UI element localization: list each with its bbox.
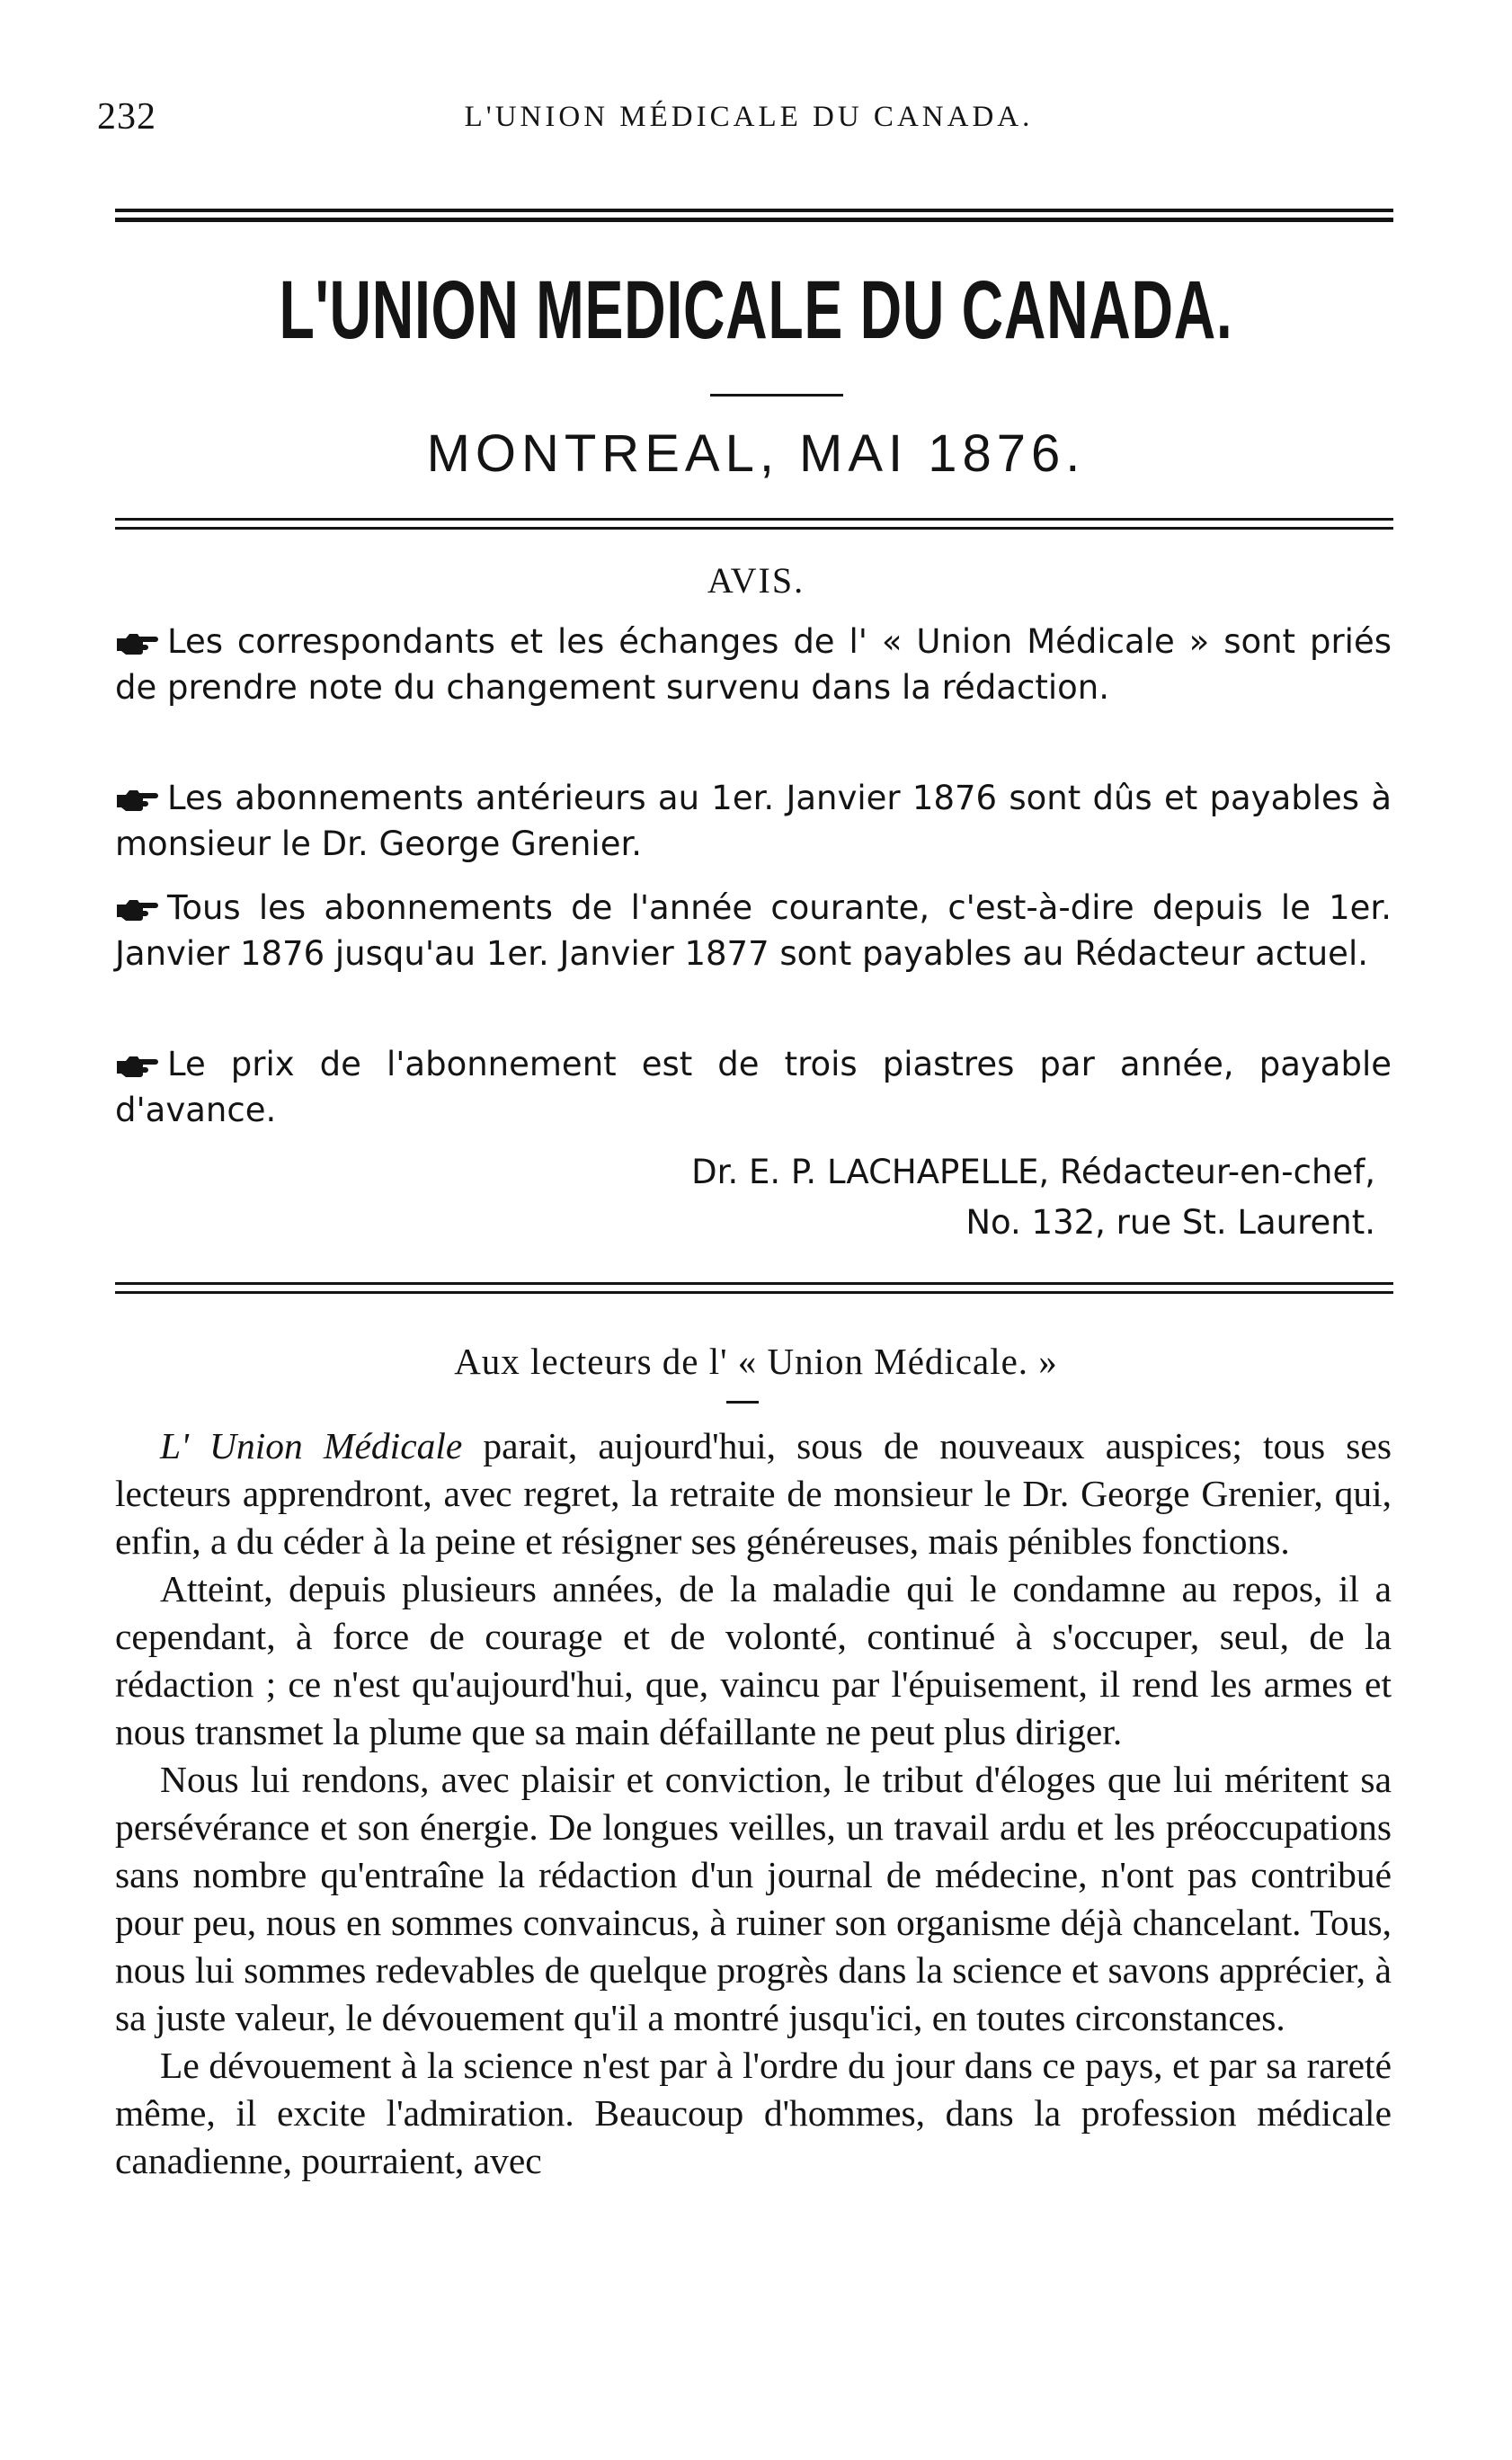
- pointing-hand-icon: [115, 788, 158, 811]
- dateline-rule-bottom: [115, 527, 1393, 530]
- article-title: Aux lecteurs de l' « Union Médicale. »: [454, 1341, 1058, 1382]
- paragraph-2: Atteint, depuis plusieurs années, de la maladie qui le condamne au repos, il a cependant, à force de courage et de volonté, continué à s'occuper, seul, de la rédaction ; ce n'est qu'aujourd'hui, que, vaincu par l'épuisement, il rend les armes et nous transmet la plume que sa main défaillante ne peut plus diriger.: [115, 1568, 1392, 1752]
- article-short-rule: [726, 1401, 759, 1404]
- notice-1: [115, 619, 1392, 710]
- running-title: L'UNION MÉDICALE DU CANADA.: [464, 101, 1034, 133]
- running-head: [97, 95, 1401, 149]
- journal-name: L' Union Médicale: [160, 1425, 463, 1466]
- editor-address: No. 132, rue St. Laurent.: [965, 1203, 1375, 1242]
- notice-3-text: Tous les abonnements de l'année courante, c'est-à-dire depuis le 1er. Janvier 1876 jusqu'au 1er. Janvier 1877 sont payables au Rédacteur actuel.: [115, 888, 1392, 973]
- avis-heading: AVIS.: [707, 560, 805, 601]
- notice-4-text: Le prix de l'abonnement est de trois piastres par année, payable d'avance.: [115, 1045, 1392, 1129]
- article-rule-top: [115, 1282, 1393, 1285]
- masthead-title: L'UNION MEDICALE DU CANADA.: [279, 264, 1233, 356]
- notice-2-text: Les abonnements antérieurs au 1er. Janvier 1876 sont dûs et payables à monsieur le Dr. George Grenier.: [115, 779, 1392, 863]
- article-body: [115, 1422, 1392, 2185]
- header-rule-bottom: [115, 218, 1393, 222]
- dateline: MONTREAL, MAI 1876.: [426, 424, 1086, 483]
- masthead-short-rule: [710, 394, 843, 397]
- signature: Dr. E. P. LACHAPELLE, Rédacteur-en-chef,: [691, 1153, 1375, 1191]
- pointing-hand-icon: [115, 897, 158, 921]
- pointing-hand-icon: [115, 631, 158, 655]
- paragraph-1: [115, 1422, 1392, 1565]
- notice-2: [115, 775, 1392, 867]
- article-rule-bottom: [115, 1291, 1393, 1294]
- notice-4: [115, 1041, 1392, 1133]
- paragraph-1-text: parait, aujourd'hui, sous de nouveaux auspices; tous ses lecteurs apprendront, avec regret, la retraite de monsieur le Dr. George Grenier, qui, enfin, a du céder à la peine et résigner ses généreuses, mais pénibles fonctions.: [115, 1425, 1392, 1562]
- dateline-rule-top: [115, 518, 1393, 521]
- pointing-hand-icon: [115, 1054, 158, 1077]
- header-rule-top: [115, 209, 1393, 212]
- paragraph-4: Le dévouement à la science n'est par à l'ordre du jour dans ce pays, et par sa rareté même, il excite l'admiration. Beaucoup d'hommes, dans la profession médicale canadienne, pourraient, avec: [115, 2045, 1392, 2181]
- paragraph-3: Nous lui rendons, avec plaisir et conviction, le tribut d'éloges que lui méritent sa persévérance et son énergie. De longues veilles, un travail ardu et les préoccupations sans nombre qu'entraîne la rédaction d'un journal de médecine, n'ont pas contribué pour peu, nous en sommes convaincus, à ruiner son organisme déjà chancelant. Tous, nous lui sommes redevables de quelque progrès dans la science et savons apprécier, à sa juste valeur, le dévouement qu'il a montré jusqu'ici, en toutes circonstances.: [115, 1759, 1392, 2038]
- page-number: 232: [97, 96, 156, 138]
- notice-3: [115, 885, 1392, 976]
- notice-1-text: Les correspondants et les échanges de l' « Union Médicale » sont priés de prendre note du changement survenu dans la rédaction.: [115, 622, 1392, 707]
